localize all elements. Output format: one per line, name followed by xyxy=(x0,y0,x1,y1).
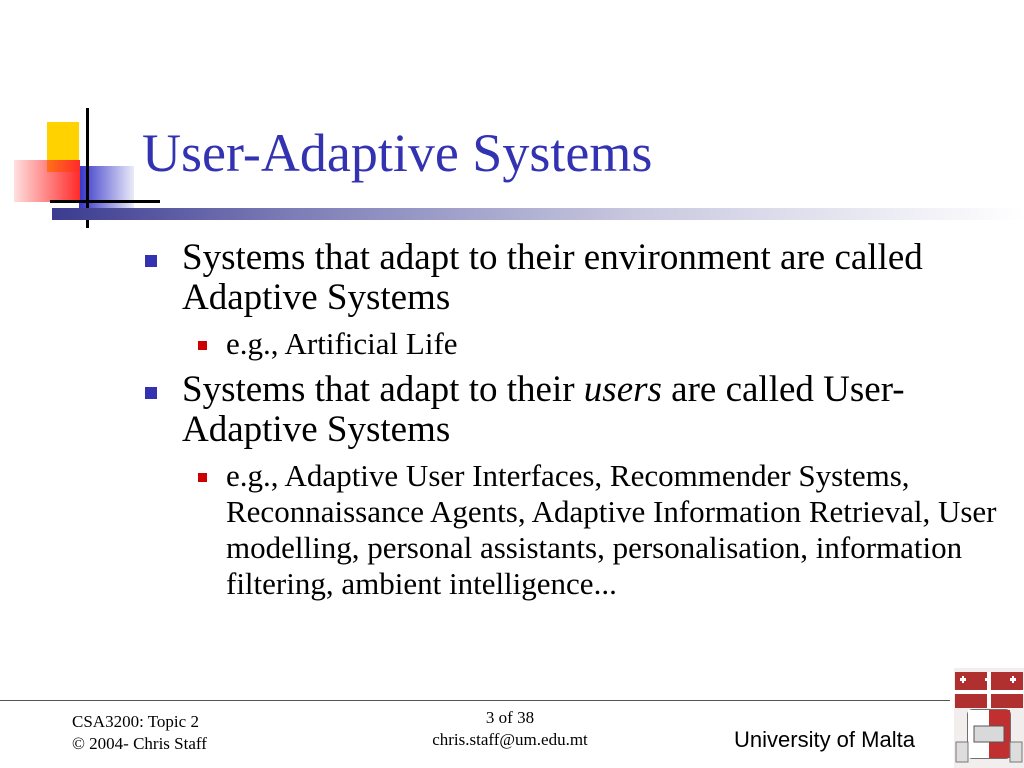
sub-bullet-text: e.g., Artificial Life xyxy=(226,326,458,361)
bullet-text-part: are called User-Adaptive Systems xyxy=(182,369,905,450)
footer-page-number: 3 of 38 xyxy=(485,708,535,727)
footer-left xyxy=(72,711,207,755)
footer-center xyxy=(420,707,600,751)
bullet-text-part: Systems that adapt to their xyxy=(182,369,584,410)
title-decoration-graphic xyxy=(0,0,160,240)
bullet-item xyxy=(145,238,1015,318)
bullet-marker-icon xyxy=(145,387,157,399)
bullet-item xyxy=(145,370,1015,450)
footer-university: University of Malta xyxy=(734,727,915,752)
sub-bullet-item xyxy=(226,326,1015,362)
sub-bullet-text: e.g., Adaptive User Interfaces, Recommender Systems, Reconnaissance Agents, Adaptive Information Retrieval, User modelling, personal assistants, personalisation, information filtering, ambient intelligence... xyxy=(226,458,997,601)
sub-bullet-marker-icon xyxy=(198,473,207,482)
footer-divider xyxy=(0,700,950,701)
sub-bullet-marker-icon xyxy=(198,341,207,350)
footer-copyright: © 2004- Chris Staff xyxy=(72,734,207,753)
footer-course: CSA3200: Topic 2 xyxy=(72,712,199,731)
bullet-list xyxy=(145,238,1015,610)
university-crest-icon xyxy=(954,668,1024,768)
title-underline xyxy=(52,208,1024,220)
footer-email: chris.staff@um.edu.mt xyxy=(432,730,588,749)
bullet-marker-icon xyxy=(145,255,157,267)
bullet-text: Systems that adapt to their environment are called Adaptive Systems xyxy=(182,237,923,318)
sub-bullet-item xyxy=(226,458,1015,602)
bullet-text-emphasis: users xyxy=(583,369,662,410)
slide-title: User-Adaptive Systems xyxy=(142,123,653,183)
